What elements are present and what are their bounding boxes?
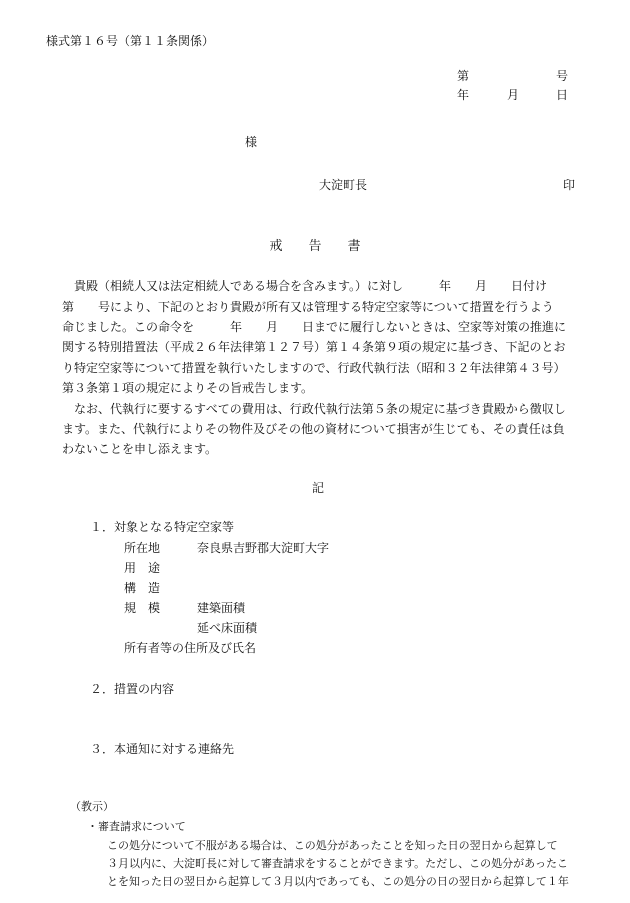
floor-area-label: 延べ床面積 bbox=[197, 621, 258, 635]
number-prefix: 第 bbox=[457, 69, 470, 83]
date-day: 日 bbox=[556, 88, 569, 102]
number-suffix: 号 bbox=[556, 69, 569, 83]
notice-line: この処分について不服がある場合は、この処分があったことを知った日の翌日から起算して bbox=[107, 839, 558, 852]
building-area-label: 建築面積 bbox=[197, 601, 246, 615]
location-value: 奈良県吉野郡大淀町大字 bbox=[197, 541, 330, 555]
form-id: 様式第１６号（第１１条関係） bbox=[46, 34, 215, 48]
structure-label: 構 造 bbox=[124, 581, 161, 595]
location-label: 所在地 bbox=[124, 541, 161, 555]
body-line: 第３条第１項の規定によりその旨戒告します。 bbox=[62, 381, 314, 395]
section-1-title: １．対象となる特定空家等 bbox=[90, 520, 235, 534]
issuer-title: 大淀町長 bbox=[319, 178, 368, 192]
notice-line: とを知った日の翌日から起算して３月以内であっても、この処分の日の翌日から起算して１年 bbox=[107, 875, 569, 888]
seal-mark: 印 bbox=[563, 178, 576, 192]
body-line: 関する特別措置法（平成２６年法律第１２７号）第１４条第９項の規定に基づき、下記のとお bbox=[62, 340, 566, 354]
notice-line: ３月以内に、大淀町長に対して審査請求をすることができます。ただし、この処分があったこ bbox=[107, 857, 569, 870]
body-line: り特定空家等について措置を執行いたしますので、行政代執行法（昭和３２年法律第４３号） bbox=[62, 361, 566, 375]
owner-label: 所有者等の住所及び氏名 bbox=[124, 641, 257, 655]
ki-mark: 記 bbox=[312, 481, 325, 495]
body-line: わないことを申し添えます。 bbox=[62, 442, 218, 456]
body-line: 貴殿（相続人又は法定相続人である場合を含みます。）に対し 年 月 日付け bbox=[62, 279, 548, 293]
section-3-title: ３．本通知に対する連絡先 bbox=[90, 742, 235, 756]
body-line: 第 号により、下記のとおり貴殿が所有又は管理する特定空家等について措置を行うよう bbox=[62, 300, 554, 314]
section-2-title: ２．措置の内容 bbox=[90, 682, 175, 696]
date-year: 年 bbox=[457, 88, 470, 102]
notice-heading: （教示） bbox=[70, 800, 114, 813]
document-title: 戒 告 書 bbox=[269, 239, 361, 254]
notice-item-title: ・審査請求について bbox=[87, 820, 186, 833]
body-line: なお、代執行に要するすべての費用は、行政代執行法第５条の規定に基づき貴殿から徴収し bbox=[62, 402, 566, 416]
scale-label: 規 模 bbox=[124, 601, 161, 615]
use-label: 用 途 bbox=[124, 561, 161, 575]
body-line: 命じました。この命令を 年 月 日までに履行しないときは、空家等対策の推進に bbox=[62, 320, 567, 334]
body-line: ます。また、代執行によりその物件及びその他の資材について損害が生じても、その責任は負 bbox=[62, 422, 565, 436]
addressee-suffix: 様 bbox=[245, 135, 258, 149]
date-month: 月 bbox=[507, 88, 520, 102]
